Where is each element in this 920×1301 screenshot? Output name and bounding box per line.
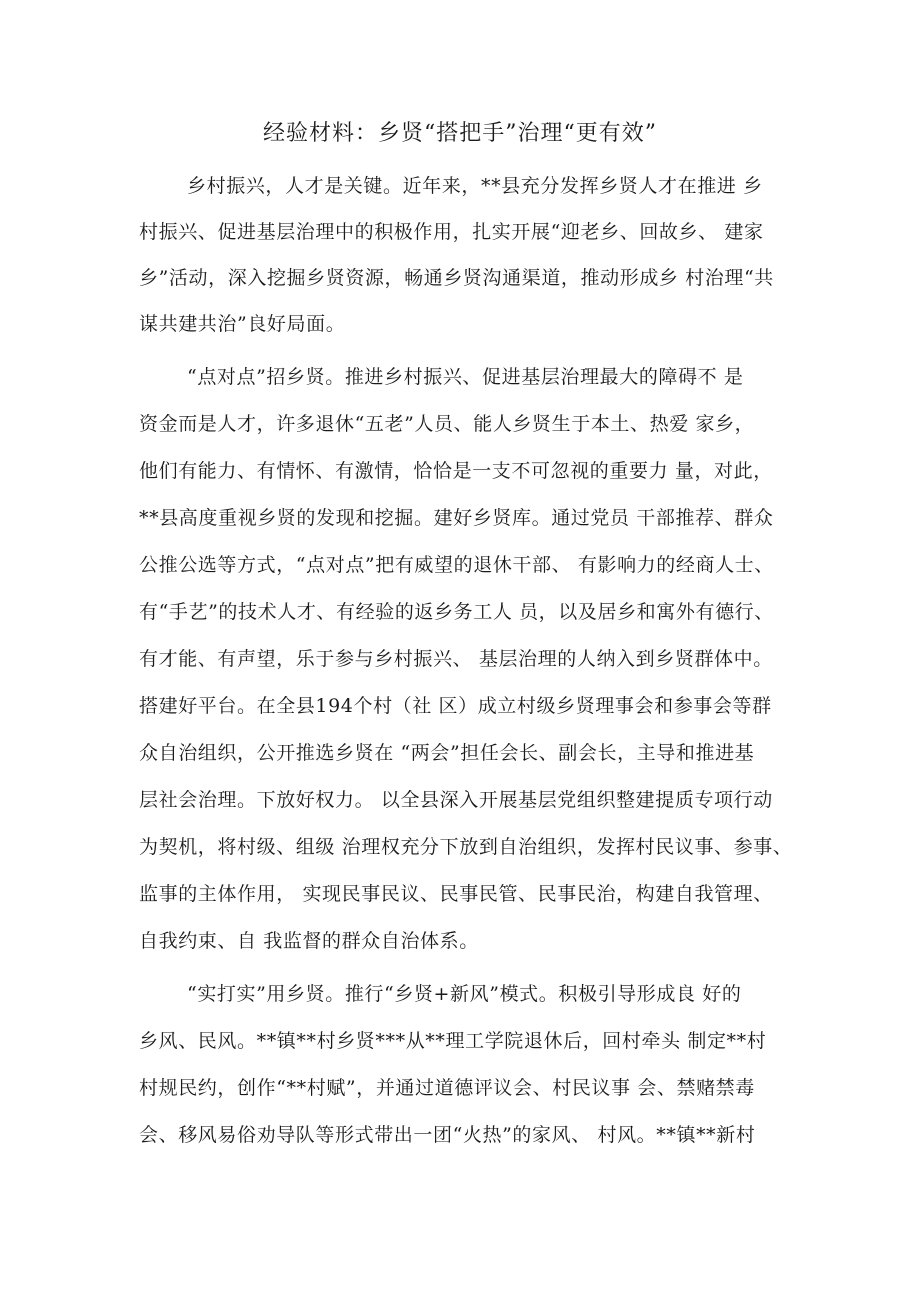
body-line: 层社会治理。下放好权力。 以全县深入开展基层党组织整建提质专项行动 <box>139 789 773 811</box>
body-line: 谋共建共治”良好局面。 <box>139 313 346 335</box>
body-line: 搭建好平台。在全县194个村（社 区）成立村级乡贤理事会和参事会等群 <box>139 695 772 717</box>
body-line: 公推公选等方式，“点对点”把有威望的退休干部、 有影响力的经商人士、 <box>139 554 774 576</box>
body-line: 为契机，将村级、组级 治理权充分下放到自治组织，发挥村民议事、参事、 <box>139 836 793 858</box>
body-line: 会、移风易俗劝导队等形式带出一团“火热”的家风、 村风。**镇**新村 <box>139 1124 756 1146</box>
body-line: 村规民约，创作“**村赋”，并通过道德评议会、村民议事 会、禁赌禁毒 <box>139 1077 755 1099</box>
body-line: 有才能、有声望，乐于参与乡村振兴、 基层治理的人纳入到乡贤群体中。 <box>139 648 773 670</box>
body-line: 有“手艺”的技术人才、有经验的返乡务工人 员，以及居乡和寓外有德行、 <box>139 601 774 623</box>
body-line: 监事的主体作用， 实现民事民议、民事民管、民事民治，构建自我管理、 <box>139 883 773 905</box>
body-line: 乡风、民风。**镇**村乡贤***从**理工学院退休后，回村牵头 制定**村 <box>139 1030 767 1052</box>
body-line: “实打实”用乡贤。推行“乡贤+新风”模式。积极引导形成良 好的 <box>187 983 742 1005</box>
document-title: 经验材料：乡贤“搭把手”治理“更有效” <box>263 121 657 146</box>
body-line: 乡村振兴，人才是关键。近年来，**县充分发挥乡贤人才在推进 乡 <box>187 175 763 197</box>
body-line: 乡”活动，深入挖掘乡贤资源，畅通乡贤沟通渠道，推动形成乡 村治理“共 <box>139 267 774 289</box>
body-line: 自我约束、自 我监督的群众自治体系。 <box>139 930 479 952</box>
body-line: 众自治组织，公开推选乡贤在 “两会”担任会长、副会长，主导和推进基 <box>139 742 755 764</box>
body-line: **县高度重视乡贤的发现和挖掘。建好乡贤库。通过党员 干部推荐、群众 <box>139 507 774 529</box>
body-line: 村振兴、促进基层治理中的积极作用，扎实开展“迎老乡、回故乡、 建家 <box>139 221 764 243</box>
body-line: 资金而是人才，许多退休“五老”人员、能人乡贤生于本土、热爱 家乡， <box>139 413 755 435</box>
body-line: “点对点”招乡贤。推进乡村振兴、促进基层治理最大的障碍不 是 <box>187 366 744 388</box>
body-line: 他们有能力、有情怀、有激情，恰恰是一支不可忽视的重要力 量，对此， <box>139 460 773 482</box>
